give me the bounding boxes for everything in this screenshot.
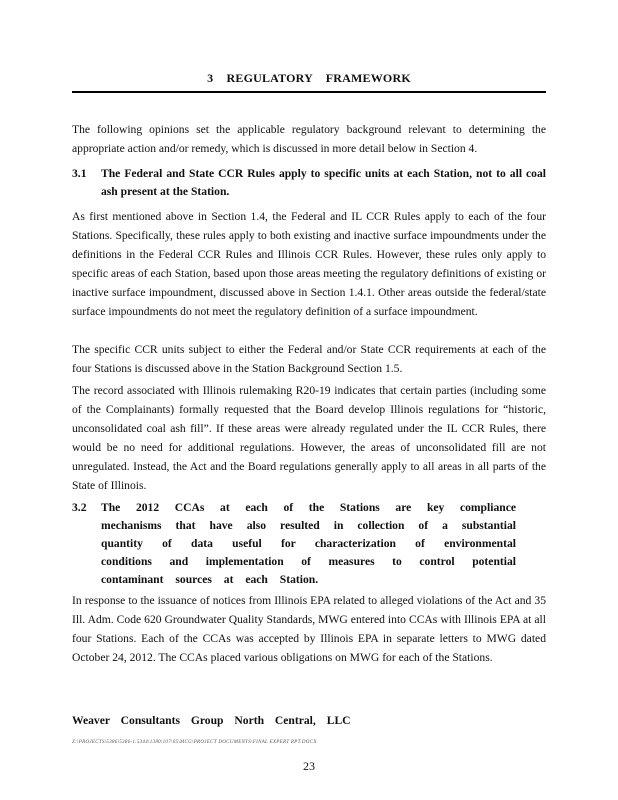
ccr-rules-paragraph: As first mentioned above in Section 1.4, the Federal and IL CCR Rules apply to each of the four Stations. Specifically, these rules apply to both existing and inactive surface impoundments under the definitions in the Federal CCR Rules and Illinois CCR Rules. However, these rules only apply to specific areas of each Station, based upon those areas meeting the regulatory definitions of existing or inactive surface impoundment, discussed above in Section 1.4.1. Other areas outside the federal/state surface impoundments do not meet the regulatory definition of a surface impoundment. [72, 210, 546, 318]
subsection-number: 3.2 [72, 501, 87, 514]
section-title: 3 REGULATORY FRAMEWORK [207, 71, 411, 85]
footer-company-name: Weaver Consultants Group North Central, LLC [72, 714, 351, 727]
subsection-3-2-heading [72, 499, 546, 589]
subsection-3-1-heading [72, 165, 546, 201]
cca-paragraph: In response to the issuance of notices from Illinois EPA related to alleged violations of the Act and 35 Ill. Adm. Code 620 Groundwater Quality Standards, MWG entered into CCAs with Illinois EPA at all four Stations. Each of the CCAs was accepted by Illinois EPA in separate letters to MWG dated October 24, 2012. The CCAs placed various obligations on MWG for each of the Stations. [72, 594, 546, 664]
intro-paragraph: The following opinions set the applicable regulatory background relevant to determining the appropriate action and/or remedy, which is discussed in more detail below in Section 4. [72, 123, 546, 155]
subsection-heading-text: The 2012 CCAs at each of the Stations are key compliance mechanisms that have also resulted in collection of a substantial quantity of data useful for characterization of environmental conditions and implementation of measures to control potential contaminant sources at each Station. [101, 501, 516, 586]
footer-file-path: Z:\PROJECTS\5386\5386-1.5344\1380\107\05\MCG\PROJECT DOCUMENTS\FINAL EXPERT RPT.DOCX [72, 740, 317, 745]
rulemaking-paragraph: The record associated with Illinois rulemaking R20-19 indicates that certain parties (including some of the Complainants) formally requested that the Board develop Illinois regulations for “historic, unconsolidated coal ash fill”. If these areas were already regulated under the IL CCR Rules, there would be no need for additional regulations. However, the areas of unconsolidated fill are not unregulated. Instead, the Act and the Board regulations generally apply to all areas in all parts of the State of Illinois. [72, 384, 546, 492]
ccr-units-paragraph: The specific CCR units subject to either the Federal and/or State CCR requirements at each of the four Stations is discussed above in the Station Background Section 1.5. [72, 343, 546, 375]
page-number: 23 [303, 759, 315, 773]
subsection-number: 3.1 [72, 167, 87, 180]
subsection-heading-text: The Federal and State CCR Rules apply to specific units at each Station, not to all coal ash present at the Station. [101, 167, 546, 198]
title-divider [72, 91, 546, 93]
